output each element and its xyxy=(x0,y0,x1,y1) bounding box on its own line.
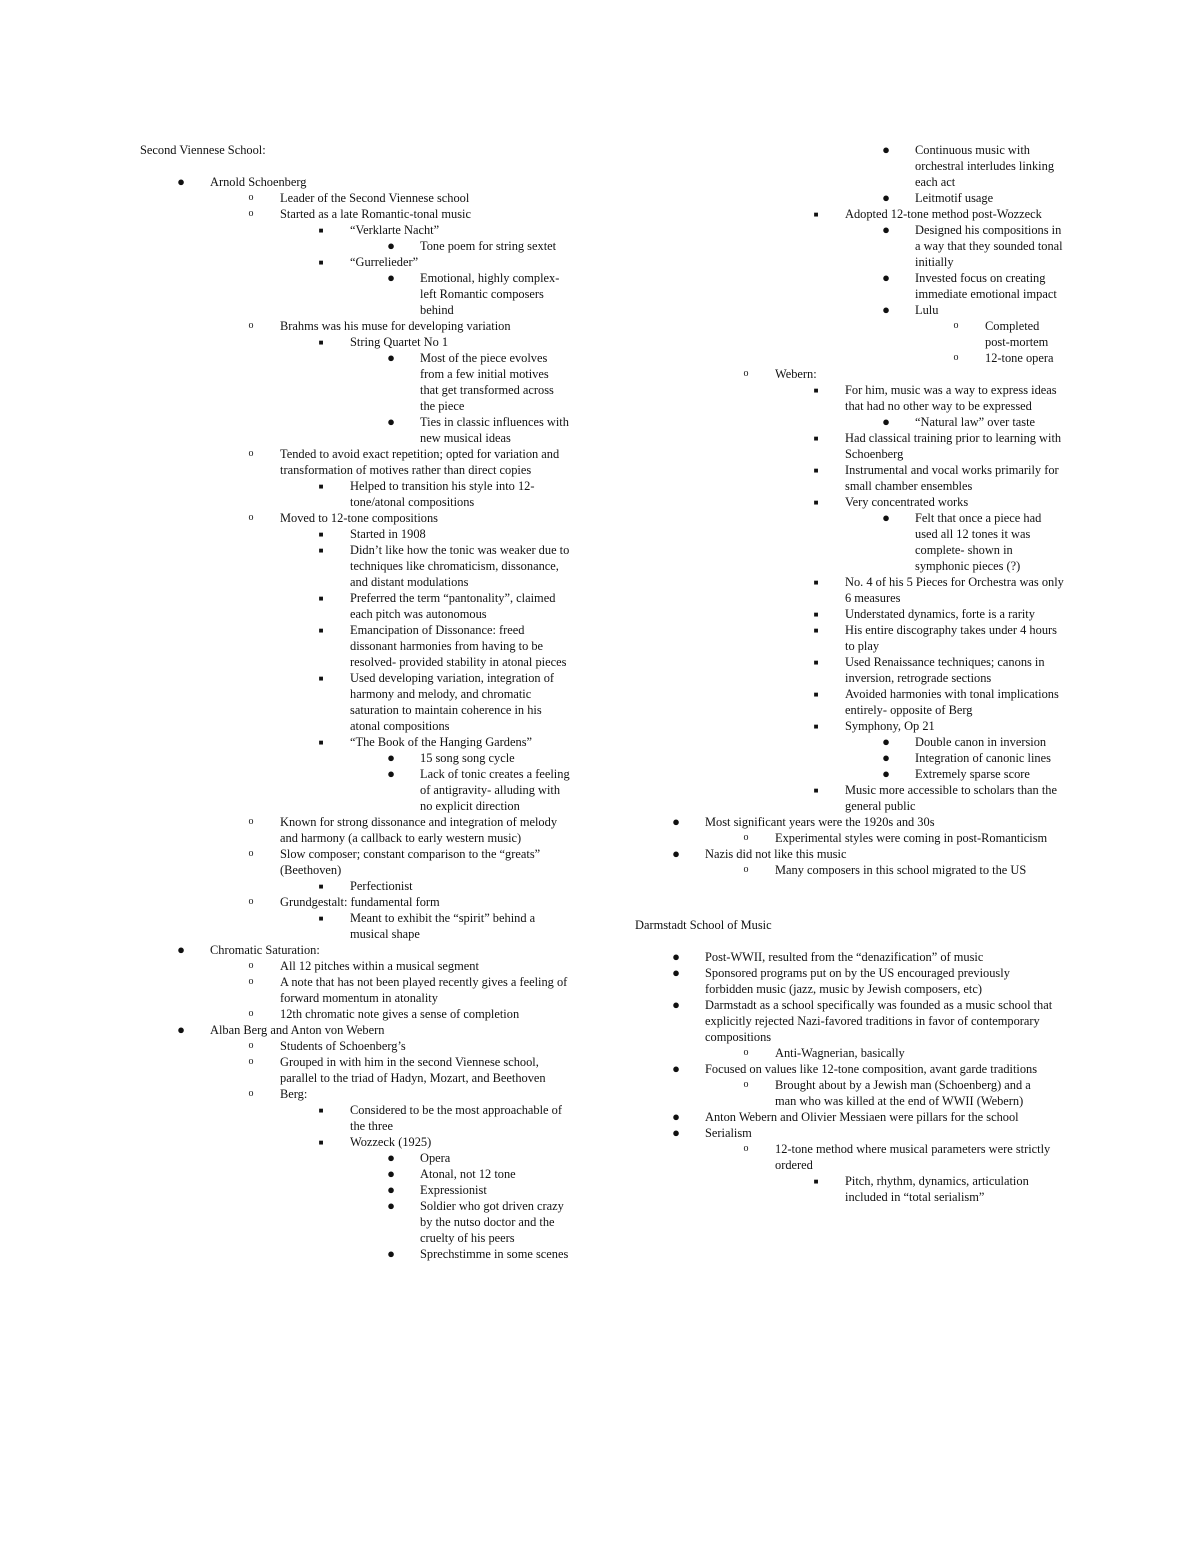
circle-bullet-icon: o xyxy=(248,976,254,987)
bullet-icon: ● xyxy=(882,142,890,157)
list-item xyxy=(140,222,570,238)
list-item xyxy=(635,814,1065,830)
list-item-text: Had classical training prior to learning with Schoenberg xyxy=(845,431,1062,461)
square-bullet-icon: ■ xyxy=(318,338,324,347)
square-bullet-icon: ■ xyxy=(813,690,819,699)
square-bullet-icon: ■ xyxy=(318,258,324,267)
bullet-icon: ● xyxy=(177,1022,185,1037)
list-item xyxy=(140,1182,570,1198)
circle-bullet-icon: o xyxy=(248,1088,254,1099)
list-item-text: Leader of the Second Viennese school xyxy=(280,191,470,205)
square-bullet-icon: ■ xyxy=(813,658,819,667)
list-item-text: Invested focus on creating immediate emotional impact xyxy=(915,271,1057,301)
list-item xyxy=(635,718,1065,734)
list-item-text: Most of the piece evolves from a few initial motives that get transformed across the piece xyxy=(420,351,554,413)
list-item xyxy=(635,270,1065,302)
list-item-text: Avoided harmonies with tonal implications entirely- opposite of Berg xyxy=(845,687,1059,717)
list-item xyxy=(635,1061,1055,1077)
bullet-icon: ● xyxy=(882,734,890,749)
list-item xyxy=(140,238,570,254)
list-item xyxy=(140,542,570,590)
list-item xyxy=(140,510,570,526)
square-bullet-icon: ■ xyxy=(318,530,324,539)
list-item xyxy=(635,846,1065,862)
square-bullet-icon: ■ xyxy=(318,1138,324,1147)
list-item-text: Completed post-mortem xyxy=(985,319,1049,349)
square-bullet-icon: ■ xyxy=(318,546,324,555)
square-bullet-icon: ■ xyxy=(318,882,324,891)
list-item xyxy=(140,1038,570,1054)
square-bullet-icon: ■ xyxy=(813,610,819,619)
list-item-text: Arnold Schoenberg xyxy=(210,175,307,189)
bullet-icon: ● xyxy=(387,766,395,781)
list-item xyxy=(140,878,570,894)
outline-list-darmstadt xyxy=(635,949,1065,1205)
square-bullet-icon: ■ xyxy=(318,226,324,235)
list-item-text: “Verklarte Nacht” xyxy=(350,223,440,237)
list-item xyxy=(140,350,570,414)
list-item xyxy=(635,830,1065,846)
bullet-icon: ● xyxy=(672,965,680,980)
circle-bullet-icon: o xyxy=(953,352,959,363)
bullet-icon: ● xyxy=(882,414,890,429)
square-bullet-icon: ■ xyxy=(318,594,324,603)
list-item xyxy=(635,462,1065,494)
list-item-text: Alban Berg and Anton von Webern xyxy=(210,1023,385,1037)
list-item xyxy=(635,494,1065,510)
bullet-icon: ● xyxy=(387,414,395,429)
list-item-text: Atonal, not 12 tone xyxy=(420,1167,516,1181)
list-item xyxy=(635,350,1065,366)
list-item-text: Soldier who got driven crazy by the nutso doctor and the cruelty of his peers xyxy=(420,1199,564,1245)
list-item-text: Sponsored programs put on by the US encouraged previously forbidden music (jazz, music by Jewish composers, etc) xyxy=(705,966,1010,996)
list-item-text: Webern: xyxy=(775,367,817,381)
list-item-text: “Gurrelieder” xyxy=(350,255,419,269)
bullet-icon: ● xyxy=(387,1150,395,1165)
list-item xyxy=(635,686,1065,718)
list-item-text: Very concentrated works xyxy=(845,495,969,509)
list-item-text: Tended to avoid exact repetition; opted for variation and transformation of motives rather than direct copies xyxy=(280,447,560,477)
list-item-text: Symphony, Op 21 xyxy=(845,719,935,733)
list-item-text: Started in 1908 xyxy=(350,527,426,541)
list-item-text: For him, music was a way to express ideas that had no other way to be expressed xyxy=(845,383,1057,413)
list-item xyxy=(140,1102,570,1134)
list-item xyxy=(140,734,570,750)
list-item-text: No. 4 of his 5 Pieces for Orchestra was only 6 measures xyxy=(845,575,1064,605)
list-item xyxy=(635,997,1055,1045)
list-item xyxy=(635,606,1065,622)
list-item-text: Lulu xyxy=(915,303,939,317)
list-item xyxy=(140,958,570,974)
list-item xyxy=(635,1141,1055,1173)
square-bullet-icon: ■ xyxy=(318,1106,324,1115)
list-item-text: Used developing variation, integration of harmony and melody, and chromatic saturation to maintain coherence in his atonal compositions xyxy=(350,671,555,733)
bullet-icon: ● xyxy=(882,750,890,765)
list-item xyxy=(635,862,1065,878)
list-item-text: “The Book of the Hanging Gardens” xyxy=(350,735,533,749)
circle-bullet-icon: o xyxy=(743,1143,749,1154)
list-item xyxy=(140,414,570,446)
list-item-text: Expressionist xyxy=(420,1183,487,1197)
list-item-text: Adopted 12-tone method post-Wozzeck xyxy=(845,207,1042,221)
bullet-icon: ● xyxy=(672,1125,680,1140)
list-item xyxy=(140,622,570,670)
circle-bullet-icon: o xyxy=(743,864,749,875)
list-item xyxy=(140,974,570,1006)
list-item-text: Ties in classic influences with new musical ideas xyxy=(420,415,569,445)
bullet-icon: ● xyxy=(882,190,890,205)
list-item xyxy=(635,366,1065,382)
list-item xyxy=(140,750,570,766)
list-item-text: His entire discography takes under 4 hours to play xyxy=(845,623,1057,653)
bullet-icon: ● xyxy=(177,942,185,957)
square-bullet-icon: ■ xyxy=(813,498,819,507)
list-item-text: Instrumental and vocal works primarily for small chamber ensembles xyxy=(845,463,1059,493)
bullet-icon: ● xyxy=(177,174,185,189)
bullet-icon: ● xyxy=(672,949,680,964)
square-bullet-icon: ■ xyxy=(318,914,324,923)
list-item xyxy=(140,446,570,478)
list-item-text: Grouped in with him in the second Viennese school, parallel to the triad of Hadyn, Mozart, and Beethoven xyxy=(280,1055,546,1085)
list-item-text: Pitch, rhythm, dynamics, articulation included in “total serialism” xyxy=(845,1174,1029,1204)
list-item-text: Grundgestalt: fundamental form xyxy=(280,895,440,909)
bullet-icon: ● xyxy=(672,846,680,861)
list-item-text: Leitmotif usage xyxy=(915,191,994,205)
bullet-icon: ● xyxy=(672,814,680,829)
square-bullet-icon: ■ xyxy=(813,210,819,219)
list-item xyxy=(635,318,1065,350)
square-bullet-icon: ■ xyxy=(813,722,819,731)
circle-bullet-icon: o xyxy=(248,208,254,219)
list-item-text: A note that has not been played recently gives a feeling of forward momentum in atonality xyxy=(280,975,568,1005)
list-item xyxy=(140,526,570,542)
list-item-text: Meant to exhibit the “spirit” behind a musical shape xyxy=(350,911,536,941)
circle-bullet-icon: o xyxy=(248,1056,254,1067)
list-item xyxy=(635,1077,1055,1109)
list-item-text: Chromatic Saturation: xyxy=(210,943,320,957)
list-item-text: Integration of canonic lines xyxy=(915,751,1051,765)
list-item-text: Anton Webern and Olivier Messiaen were pillars for the school xyxy=(705,1110,1019,1124)
list-item xyxy=(635,190,1065,206)
list-item-text: Emancipation of Dissonance: freed dissonant harmonies from having to be resolved- provided stability in atonal pieces xyxy=(350,623,567,669)
list-item-text: 12-tone opera xyxy=(985,351,1054,365)
circle-bullet-icon: o xyxy=(743,1047,749,1058)
bullet-icon: ● xyxy=(672,1109,680,1124)
circle-bullet-icon: o xyxy=(953,320,959,331)
list-item xyxy=(140,910,570,942)
list-item xyxy=(140,190,570,206)
left-column xyxy=(140,142,580,1262)
list-item-text: Most significant years were the 1920s and 30s xyxy=(705,815,935,829)
list-item-text: Double canon in inversion xyxy=(915,735,1047,749)
list-item xyxy=(140,942,570,958)
list-item xyxy=(635,1045,1055,1061)
list-item xyxy=(140,1134,570,1150)
square-bullet-icon: ■ xyxy=(813,786,819,795)
list-item xyxy=(635,302,1065,318)
circle-bullet-icon: o xyxy=(248,448,254,459)
list-item xyxy=(140,318,570,334)
list-item xyxy=(140,590,570,622)
bullet-icon: ● xyxy=(387,350,395,365)
list-item xyxy=(140,1022,570,1038)
list-item xyxy=(140,478,570,510)
circle-bullet-icon: o xyxy=(248,1008,254,1019)
list-item-text: Wozzeck (1925) xyxy=(350,1135,432,1149)
list-item-text: Extremely sparse score xyxy=(915,767,1030,781)
list-item-text: Designed his compositions in a way that they sounded tonal initially xyxy=(915,223,1063,269)
square-bullet-icon: ■ xyxy=(318,738,324,747)
list-item xyxy=(635,1109,1055,1125)
list-item xyxy=(635,206,1065,222)
list-item xyxy=(635,750,1065,766)
list-item-text: Darmstadt as a school specifically was founded as a music school that explicitly rejected Nazi-favored traditions in favor of contemporary compositions xyxy=(705,998,1053,1044)
list-item-text: Perfectionist xyxy=(350,879,413,893)
circle-bullet-icon: o xyxy=(743,832,749,843)
list-item-text: Felt that once a piece had used all 12 tones it was complete- shown in symphonic pieces (?) xyxy=(915,511,1042,573)
list-item xyxy=(140,1166,570,1182)
list-item-text: Used Renaissance techniques; canons in inversion, retrograde sections xyxy=(845,655,1045,685)
list-item xyxy=(140,1246,570,1262)
list-item xyxy=(140,206,570,222)
square-bullet-icon: ■ xyxy=(813,386,819,395)
list-item-text: Didn’t like how the tonic was weaker due to techniques like chromaticism, dissonance, and distant modulations xyxy=(350,543,570,589)
bullet-icon: ● xyxy=(387,1166,395,1181)
bullet-icon: ● xyxy=(882,766,890,781)
list-item-text: Opera xyxy=(420,1151,451,1165)
list-item xyxy=(635,782,1065,814)
bullet-icon: ● xyxy=(387,1198,395,1213)
list-item xyxy=(635,766,1065,782)
list-item-text: Students of Schoenberg’s xyxy=(280,1039,406,1053)
bullet-icon: ● xyxy=(387,270,395,285)
bullet-icon: ● xyxy=(387,750,395,765)
list-item-text: Berg: xyxy=(280,1087,308,1101)
bullet-icon: ● xyxy=(882,222,890,237)
list-item xyxy=(140,1086,570,1102)
bullet-icon: ● xyxy=(387,1182,395,1197)
list-item xyxy=(140,1054,570,1086)
list-item-text: 15 song song cycle xyxy=(420,751,515,765)
list-item-text: Music more accessible to scholars than the general public xyxy=(845,783,1057,813)
list-item-text: Understated dynamics, forte is a rarity xyxy=(845,607,1035,621)
list-item-text: 12th chromatic note gives a sense of completion xyxy=(280,1007,520,1021)
list-item-text: Focused on values like 12-tone composition, avant garde traditions xyxy=(705,1062,1038,1076)
list-item-text: Brahms was his muse for developing variation xyxy=(280,319,511,333)
list-item xyxy=(635,382,1065,414)
bullet-icon: ● xyxy=(882,270,890,285)
list-item-text: 12-tone method where musical parameters were strictly ordered xyxy=(775,1142,1051,1172)
circle-bullet-icon: o xyxy=(248,816,254,827)
list-item xyxy=(140,334,570,350)
list-item-text: Helped to transition his style into 12-tone/atonal compositions xyxy=(350,479,535,509)
list-item-text: Considered to be the most approachable of the three xyxy=(350,1103,562,1133)
list-item xyxy=(635,414,1065,430)
bullet-icon: ● xyxy=(387,238,395,253)
square-bullet-icon: ■ xyxy=(813,578,819,587)
list-item xyxy=(140,814,570,846)
list-item xyxy=(635,734,1065,750)
circle-bullet-icon: o xyxy=(248,896,254,907)
list-item xyxy=(635,965,1055,997)
list-item-text: Sprechstimme in some scenes xyxy=(420,1247,569,1261)
list-item-text: Experimental styles were coming in post-Romanticism xyxy=(775,831,1048,845)
circle-bullet-icon: o xyxy=(248,960,254,971)
square-bullet-icon: ■ xyxy=(318,482,324,491)
square-bullet-icon: ■ xyxy=(813,466,819,475)
outline-list-left xyxy=(140,174,580,1262)
list-item xyxy=(635,510,1065,574)
list-item-text: Tone poem for string sextet xyxy=(420,239,557,253)
list-item-text: Many composers in this school migrated to the US xyxy=(775,863,1027,877)
square-bullet-icon: ■ xyxy=(318,626,324,635)
list-item xyxy=(140,894,570,910)
square-bullet-icon: ■ xyxy=(813,1177,819,1186)
bullet-icon: ● xyxy=(672,1061,680,1076)
list-item-text: Post-WWII, resulted from the “denazification” of music xyxy=(705,950,984,964)
square-bullet-icon: ■ xyxy=(813,434,819,443)
list-item xyxy=(635,949,1055,965)
list-item xyxy=(635,654,1065,686)
list-item xyxy=(635,622,1065,654)
list-item-text: String Quartet No 1 xyxy=(350,335,449,349)
bullet-icon: ● xyxy=(882,302,890,317)
right-column xyxy=(635,142,1065,1205)
list-item xyxy=(140,846,570,878)
list-item xyxy=(635,574,1065,606)
list-item-text: Started as a late Romantic-tonal music xyxy=(280,207,471,221)
bullet-icon: ● xyxy=(387,1246,395,1261)
list-item xyxy=(140,670,570,734)
list-item-text: Moved to 12-tone compositions xyxy=(280,511,438,525)
circle-bullet-icon: o xyxy=(248,512,254,523)
circle-bullet-icon: o xyxy=(248,192,254,203)
circle-bullet-icon: o xyxy=(248,320,254,331)
list-item-text: Emotional, highly complex- left Romantic composers behind xyxy=(420,271,560,317)
list-item-text: “Natural law” over taste xyxy=(915,415,1036,429)
circle-bullet-icon: o xyxy=(743,1079,749,1090)
section-heading-second-viennese-school: Second Viennese School: xyxy=(140,143,266,157)
bullet-icon: ● xyxy=(882,510,890,525)
list-item xyxy=(140,766,570,814)
square-bullet-icon: ■ xyxy=(318,674,324,683)
list-item xyxy=(140,174,570,190)
list-item xyxy=(140,270,570,318)
list-item xyxy=(635,430,1065,462)
list-item-text: Continuous music with orchestral interludes linking each act xyxy=(915,143,1055,189)
list-item xyxy=(140,1150,570,1166)
list-item-text: Slow composer; constant comparison to the “greats” (Beethoven) xyxy=(280,847,541,877)
list-item-text: All 12 pitches within a musical segment xyxy=(280,959,479,973)
outline-list-right xyxy=(635,142,1065,878)
list-item-text: Nazis did not like this music xyxy=(705,847,847,861)
list-item xyxy=(140,1006,570,1022)
list-item-text: Lack of tonic creates a feeling of antigravity- alluding with no explicit direction xyxy=(420,767,570,813)
section-heading-darmstadt: Darmstadt School of Music xyxy=(635,918,772,932)
list-item-text: Brought about by a Jewish man (Schoenberg) and a man who was killed at the end of WWII (Webern) xyxy=(775,1078,1031,1108)
list-item xyxy=(140,1198,570,1246)
list-item xyxy=(635,1173,1055,1205)
list-item xyxy=(140,254,570,270)
circle-bullet-icon: o xyxy=(743,368,749,379)
list-item-text: Anti-Wagnerian, basically xyxy=(775,1046,905,1060)
list-item-text: Serialism xyxy=(705,1126,752,1140)
list-item xyxy=(635,222,1065,270)
circle-bullet-icon: o xyxy=(248,848,254,859)
circle-bullet-icon: o xyxy=(248,1040,254,1051)
bullet-icon: ● xyxy=(672,997,680,1012)
square-bullet-icon: ■ xyxy=(813,626,819,635)
list-item-text: Preferred the term “pantonality”, claimed each pitch was autonomous xyxy=(350,591,556,621)
list-item xyxy=(635,1125,1055,1141)
list-item xyxy=(635,142,1065,190)
list-item-text: Known for strong dissonance and integration of melody and harmony (a callback to early western music) xyxy=(280,815,558,845)
